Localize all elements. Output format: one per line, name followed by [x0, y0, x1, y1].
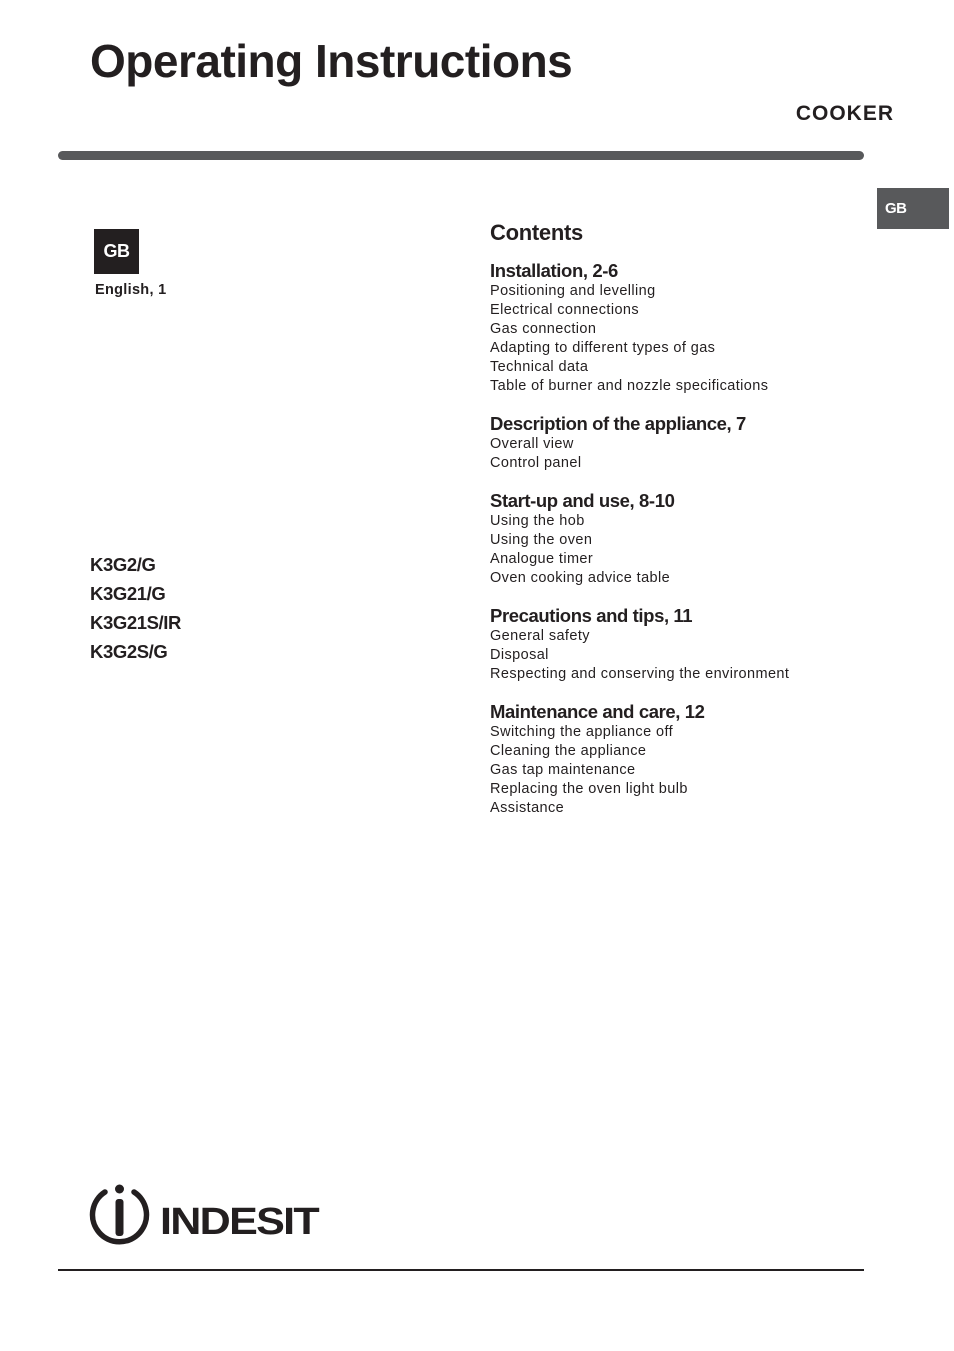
indesit-logo: [88, 1184, 320, 1248]
model-item: K3G2S/G: [90, 641, 168, 662]
contents-item: Using the hob: [490, 513, 585, 529]
contents-item: Overall view: [490, 436, 574, 452]
contents-section: [490, 260, 870, 396]
bottom-divider: [58, 1269, 864, 1271]
model-item: K3G2/G: [90, 554, 156, 575]
contents-item: Assistance: [490, 800, 565, 816]
contents-item: Disposal: [490, 647, 549, 663]
contents-item: Technical data: [490, 359, 589, 375]
contents-section: [490, 701, 870, 818]
contents-item: Switching the appliance off: [490, 724, 674, 740]
contents-item: Table of burner and nozzle specifications: [490, 378, 769, 394]
model-item: K3G21S/IR: [90, 612, 181, 633]
language-badge: GB: [94, 229, 139, 274]
contents-item: Positioning and levelling: [490, 283, 656, 299]
page-title: Operating Instructions: [90, 35, 573, 87]
contents-item: Respecting and conserving the environment: [490, 666, 790, 682]
table-of-contents: [490, 220, 870, 835]
section-heading: Start-up and use, 8-10: [490, 490, 675, 511]
model-list: [90, 550, 181, 666]
product-type: COOKER: [795, 102, 894, 125]
contents-item: Control panel: [490, 455, 582, 471]
contents-item: Adapting to different types of gas: [490, 340, 716, 356]
contents-item: Electrical connections: [490, 302, 640, 318]
section-heading: Installation, 2-6: [490, 260, 618, 281]
contents-item: Replacing the oven light bulb: [490, 781, 688, 797]
contents-title: Contents: [490, 220, 583, 245]
contents-item: Cleaning the appliance: [490, 743, 647, 759]
top-divider: [58, 151, 864, 160]
contents-item: Analogue timer: [490, 551, 594, 567]
info-circle-icon: [93, 1185, 147, 1242]
section-heading: Description of the appliance, 7: [490, 413, 746, 434]
model-item: K3G21/G: [90, 583, 166, 604]
brand-wordmark: INDESIT: [160, 1201, 320, 1243]
section-heading: Precautions and tips, 11: [490, 605, 693, 626]
section-heading: Maintenance and care, 12: [490, 701, 705, 722]
contents-section: [490, 490, 870, 588]
contents-item: Gas tap maintenance: [490, 762, 636, 778]
contents-item: Using the oven: [490, 532, 593, 548]
contents-item: General safety: [490, 628, 590, 644]
contents-section: [490, 413, 870, 473]
language-side-tab: GB: [877, 188, 949, 229]
contents-item: Gas connection: [490, 321, 597, 337]
contents-section: [490, 605, 870, 684]
contents-item: Oven cooking advice table: [490, 570, 671, 586]
language-index: English, 1: [95, 282, 167, 298]
